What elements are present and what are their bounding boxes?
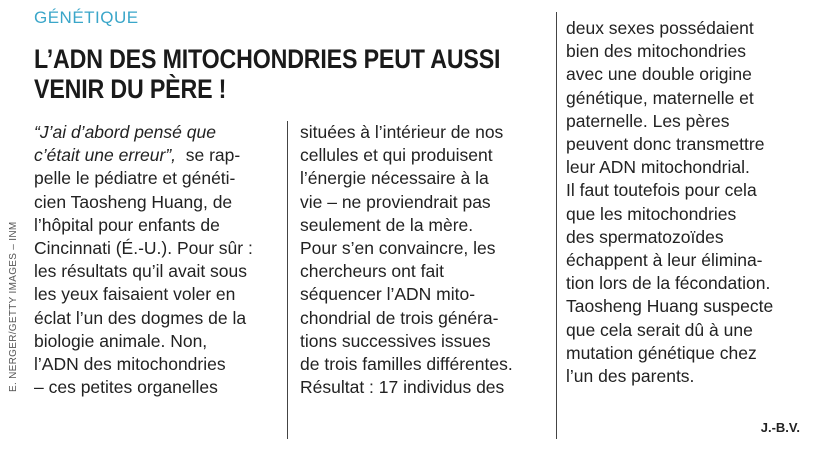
text-line: de trois familles différentes. (300, 354, 513, 375)
text-line: chondrial de trois généra- (300, 307, 499, 328)
text-line: – ces petites organelles (34, 377, 218, 398)
text-line: leur ADN mitochondrial. (566, 157, 750, 178)
text-line: l’un des parents. (566, 366, 695, 387)
text-line: les résultats qu’il avait sous (34, 261, 248, 282)
text-line: Résultat : 17 individus des (300, 377, 505, 398)
text-line: peuvent donc transmettre (566, 134, 765, 155)
text-line: paternelle. Les pères (566, 110, 730, 131)
text-line: bien des mitochondries (566, 41, 746, 62)
text-line: situées à l’intérieur de nos (300, 122, 504, 142)
photo-credit: E. NERGER/GETTY IMAGES – INM (8, 221, 19, 392)
text-line: génétique, maternelle et (566, 87, 754, 108)
title-line-1: L’ADN DES MITOCHONDRIES PEUT AUSSI (34, 44, 501, 74)
text-line: que les mitochondries (566, 203, 737, 224)
section-label: GÉNÉTIQUE (34, 8, 139, 27)
column-2 (300, 121, 513, 399)
text-line: éclat l’un des dogmes de la (34, 307, 247, 328)
text-line: cellules et qui produisent (300, 145, 493, 166)
text-line: que cela serait dû à une (566, 319, 753, 340)
text-line (34, 144, 253, 167)
text-line: vie – ne proviendrait pas (300, 191, 491, 212)
title-line-2: VENIR DU PÈRE ! (34, 74, 227, 104)
author-signature: J.-B.V. (760, 420, 800, 435)
text-line: Taosheng Huang suspecte (566, 296, 774, 317)
text-line: mutation génétique chez (566, 342, 757, 363)
column-rule-2 (556, 12, 557, 439)
column-1 (34, 121, 253, 399)
text-line: les yeux faisaient voler en (34, 284, 236, 305)
text-line: l’hôpital pour enfants de (34, 214, 220, 235)
text-line: cien Taosheng Huang, de (34, 191, 233, 212)
article-title (34, 44, 501, 104)
text-line: Il faut toutefois pour cela (566, 180, 757, 201)
text-line: deux sexes possédaient (566, 18, 754, 38)
text-line: des spermatozoïdes (566, 226, 724, 247)
text-line: tion lors de la fécondation. (566, 273, 771, 294)
column-rule-1 (287, 121, 288, 439)
text-line: chercheurs ont fait (300, 261, 444, 282)
text-line: l’énergie nécessaire à la (300, 168, 489, 189)
text-line: séquencer l’ADN mito- (300, 284, 476, 305)
quote-fragment: c’était une erreur”, (34, 145, 177, 166)
text-line: seulement de la mère. (300, 214, 474, 235)
column-3 (566, 17, 773, 388)
text-line: Pour s’en convaincre, les (300, 238, 496, 259)
text-line: “J’ai d’abord pensé que (34, 122, 216, 142)
text-fragment: se rap- (176, 145, 241, 166)
text-line: avec une double origine (566, 64, 752, 85)
text-line: échappent à leur élimina- (566, 250, 763, 271)
text-line: Cincinnati (É.-U.). Pour sûr : (34, 238, 253, 259)
text-line: pelle le pédiatre et généti- (34, 168, 236, 189)
text-line: tions successives issues (300, 330, 491, 351)
text-line: l’ADN des mitochondries (34, 354, 226, 375)
text-line: biologie animale. Non, (34, 330, 208, 351)
